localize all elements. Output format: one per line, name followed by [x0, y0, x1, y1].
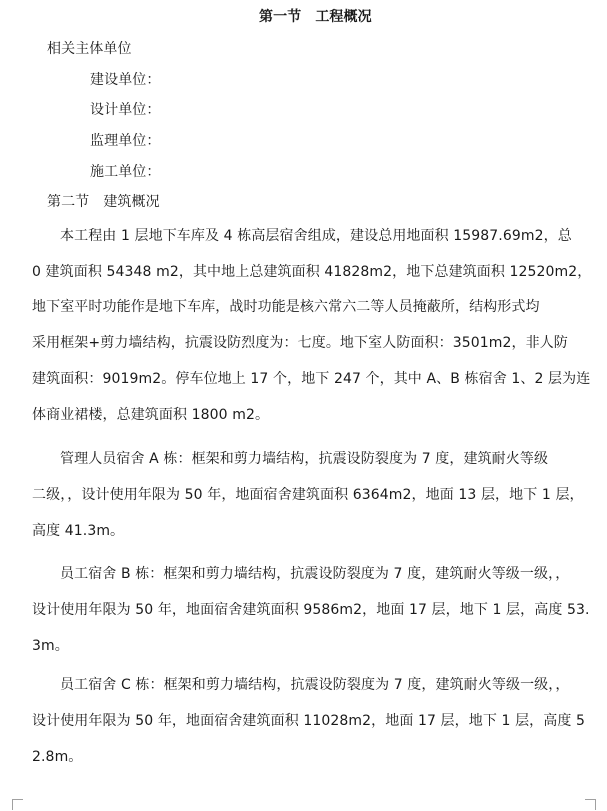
design-unit-label: 设计单位： [90, 102, 161, 118]
para-1-line-6: 体商业裙楼，总建筑面积 1800 m2。 [32, 407, 270, 423]
para-4-line-2: 设计使用年限为 50 年，地面宿舍建筑面积 11028m2，地面 17 层，地下 1 层，高度 5 [32, 713, 586, 729]
para-1-line-2: 0 建筑面积 54348 m2，其中地上总建筑面积 41828m2，地下总建筑面积 12520m2， [32, 264, 592, 280]
page-corner-mark-left [12, 799, 23, 810]
para-2-line-3: 高度 41.3m。 [32, 523, 125, 539]
para-1-line-1: 本工程由 1 层地下车库及 4 栋高层宿舍组成，建设总用地面积 15987.69m2，总 [60, 228, 572, 244]
construction-unit-label: 建设单位： [90, 72, 161, 88]
section-2-title [47, 192, 160, 212]
para-3-line-2: 设计使用年限为 50 年，地面宿舍建筑面积 9586m2，地面 17 层，地下 1 层，高度 53. [32, 602, 590, 618]
para-3-line-3: 3m。 [32, 638, 69, 654]
section-2-name: 建筑概况 [103, 194, 160, 210]
section-1-name: 工程概况 [315, 9, 372, 25]
para-1-line-3: 地下室平时功能作是地下车库，战时功能是核六常六二等人员掩蔽所，结构形式均 [32, 299, 540, 315]
section-1-title [259, 7, 372, 27]
para-4-line-1: 员工宿舍 C 栋：框架和剪力墙结构，抗震设防裂度为 7 度，建筑耐火等级一级，， [60, 677, 570, 693]
page-corner-mark-right [585, 799, 596, 810]
related-parties-heading: 相关主体单位 [47, 41, 132, 57]
builder-unit-label: 施工单位： [90, 164, 161, 180]
supervision-unit-label: 监理单位： [90, 133, 161, 149]
para-2-line-1: 管理人员宿舍 A 栋：框架和剪力墙结构，抗震设防裂度为 7 度，建筑耐火等级 [60, 451, 549, 467]
para-4-line-3: 2.8m。 [32, 749, 83, 765]
para-3-line-1: 员工宿舍 B 栋：框架和剪力墙结构，抗震设防裂度为 7 度，建筑耐火等级一级，， [60, 566, 570, 582]
para-1-line-5: 建筑面积：9019m2。停车位地上 17 个，地下 247 个，其中 A、B 栋宿舍 1、2 层为连 [32, 371, 591, 387]
section-2-number: 第二节 [47, 194, 90, 210]
section-1-number: 第一节 [259, 9, 302, 25]
para-2-line-2: 二级，，设计使用年限为 50 年，地面宿舍建筑面积 6364m2，地面 13 层，地下 1 层， [32, 487, 584, 503]
para-1-line-4: 采用框架+剪力墙结构，抗震设防烈度为：七度。地下室人防面积：3501m2，非人防 [32, 335, 568, 351]
